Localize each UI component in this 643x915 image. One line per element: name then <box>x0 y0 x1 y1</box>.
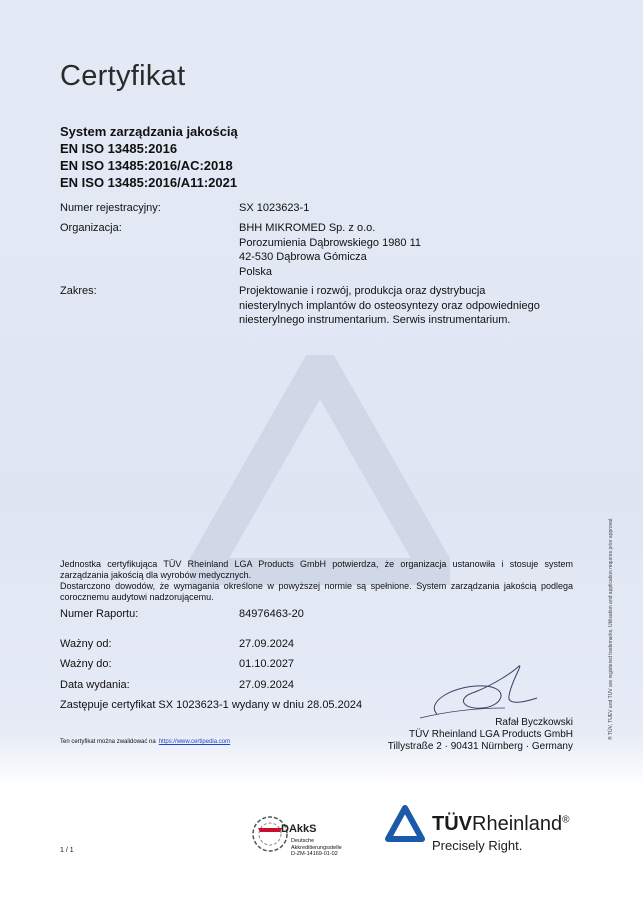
valid-from-label: Ważny od: <box>60 638 112 650</box>
statement-paragraph: Dostarczono dowodów, że wymagania określone w powyższej normie są spełnione. System zarządzania jakością podlega corocznemu audytowi nadzorującemu. <box>60 581 573 602</box>
scope-line: Projektowanie i rozwój, produkcja oraz dystrybucja <box>239 285 486 297</box>
dakks-line: Deutsche <box>291 838 315 844</box>
tuv-watermark-icon <box>190 355 450 585</box>
organization-label: Organizacja: <box>60 222 122 234</box>
brand-slogan: Precisely Right. <box>432 838 523 853</box>
organization-line: BHH MIKROMED Sp. z o.o. <box>239 222 376 234</box>
valid-to-value: 01.10.2027 <box>239 658 295 670</box>
dakks-line: D-ZM-14169-01-02 <box>291 851 338 857</box>
organization-line: Polska <box>239 265 273 278</box>
standard-1: EN ISO 13485:2016 <box>60 141 178 156</box>
trademark-note: ® TÜV, TUEV and TUV are registered trademarks. Utilisation and application requires prior approval. <box>608 517 614 740</box>
standard-2: EN ISO 13485:2016/AC:2018 <box>60 158 233 173</box>
signatory-address: Tillystraße 2 · 90431 Nürnberg · Germany <box>387 741 573 752</box>
page-title: Certyfikat <box>60 60 186 92</box>
signature-icon <box>415 662 545 720</box>
issue-date-label: Data wydania: <box>60 679 130 691</box>
registration-label: Numer rejestracyjny: <box>60 202 161 214</box>
organization-line: 42-530 Dąbrowa Gómicza <box>239 251 367 263</box>
standard-system: System zarządzania jakością <box>60 124 238 139</box>
verify-note <box>60 739 230 745</box>
standard-3: EN ISO 13485:2016/A11:2021 <box>60 175 238 190</box>
report-value: 84976463-20 <box>239 608 304 620</box>
issue-date-value: 27.09.2024 <box>239 679 295 691</box>
brand-mark: ® <box>562 814 570 826</box>
valid-to-label: Ważny do: <box>60 658 112 670</box>
organization-line: Porozumienia Dąbrowskiego 1980 11 <box>239 236 422 249</box>
page-number: 1 / 1 <box>60 847 74 854</box>
tuv-triangle-logo-icon <box>385 805 425 843</box>
scope-label: Zakres: <box>60 285 97 297</box>
verify-text: Ten certyfikat można zwalidować na <box>60 739 156 745</box>
scope-line: niesterylnego instrumentarium. Serwis instrumentarium. <box>239 314 511 326</box>
registration-value: SX 1023623-1 <box>239 202 310 214</box>
scope-line: niesterylnych implantów do osteosyntezy oraz odpowiedniego <box>239 299 540 312</box>
certipedia-link[interactable]: https://www.certipedia.com <box>158 739 231 745</box>
report-label: Numer Raportu: <box>60 608 139 620</box>
signatory-name: Rafał Byczkowski <box>495 717 573 728</box>
dakks-caption <box>291 838 342 858</box>
valid-from-value: 27.09.2024 <box>239 638 295 650</box>
signatory-company: TÜV Rheinland LGA Products GmbH <box>409 729 573 740</box>
brand-name-regular: Rheinland <box>472 813 563 835</box>
replaces-note: Zastępuje certyfikat SX 1023623-1 wydany w dniu 28.05.2024 <box>60 699 363 711</box>
dakks-name: DAkkS <box>281 823 317 835</box>
brand-name-bold: TÜV <box>432 813 472 835</box>
statement-paragraph: Jednostka certyfikująca TÜV Rheinland LGA Products GmbH potwierdza, że organizacja ustanowiła i stosuje system zarządzania jakością dla wyrobów medycznych. <box>60 559 573 580</box>
dakks-line: Akkreditierungsstelle <box>291 844 342 851</box>
brand-name <box>432 813 569 836</box>
